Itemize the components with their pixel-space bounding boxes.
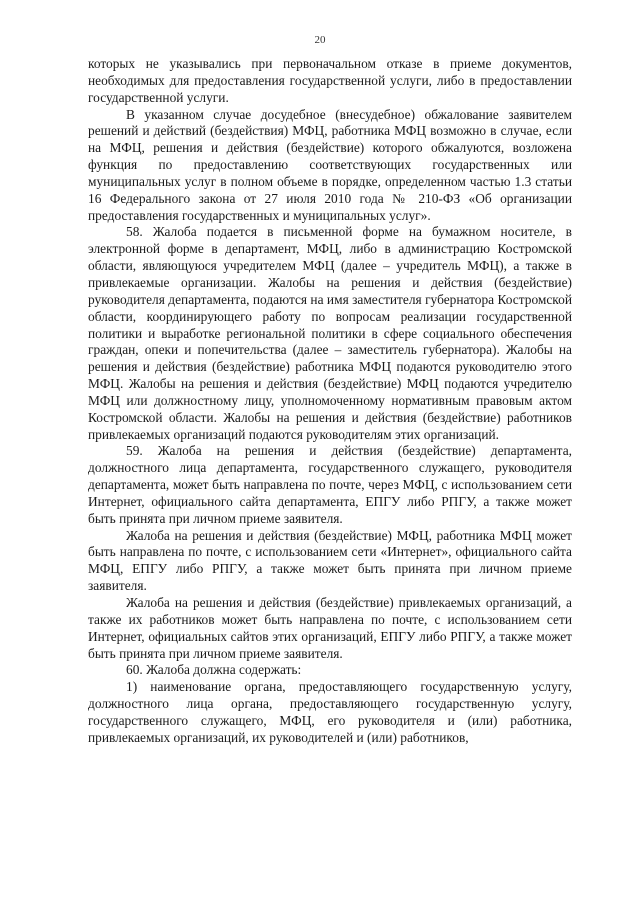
paragraph-60-item-1: 1) наименование органа, предоставляющего государственную услугу, должностного лица органа, предоставляющего государственную услугу, государственного служащего, МФЦ, его руководителя и (или) работника, привлекаемых организаций, их руководителей и (или) работников, [88,679,572,745]
document-body [88,56,572,747]
page-number: 20 [314,34,326,46]
paragraph-appeal-mfc-case: В указанном случае досудебное (внесудебное) обжалование заявителем решений и действий (бездействия) МФЦ, работника МФЦ возможно в случае, если на МФЦ, решения и действия (бездействие) которого обжалуются, возложена функция по предоставлению соответствующих государственных или муниципальных услуг в полном объеме в порядке, определенном частью 1.3 статьи 16 Федерального закона от 27 июля 2010 года № 210-ФЗ «Об организации предоставления государственных и муниципальных услуг». [88,106,572,223]
paragraph-59: 59. Жалоба на решения и действия (бездействие) департамента, должностного лица департамента, государственного служащего, руководителя департамента, может быть направлена по почте, через МФЦ, с использованием сети Интернет, официального сайта департамента, ЕПГУ либо РПГУ, а также может быть принята при личном приеме заявителя. [88,443,572,526]
paragraph-continuation: которых не указывались при первоначальном отказе в приеме документов, необходимых для предоставления государственной услуги, либо в предоставлении государственной услуги. [88,56,572,105]
paragraph-60: 60. Жалоба должна содержать: [126,662,302,678]
paragraph-58: 58. Жалоба подается в письменной форме на бумажном носителе, в электронной форме в департамент, МФЦ, либо в администрацию Костромской области, являющуюся учредителем МФЦ (далее – учредитель МФЦ), а также в привлекаемые организации. Жалобы на решения и действия (бездействие) руководителя департамента, подаются на имя заместителя губернатора Костромской области, координирующего работу по вопросам реализации государственной политики и выработке региональной политики в сфере социального обеспечения граждан, опеки и попечительства (далее – заместитель губернатора). Жалобы на решения и действия (бездействие) работника МФЦ подаются руководителю этого МФЦ. Жалобы на решения и действия (бездействие) МФЦ подаются учредителю МФЦ или должностному лицу, уполномоченному нормативным правовым актом Костромской области. Жалобы на решения и действия (бездействие) работников привлекаемых организаций подаются руководителям этих организаций. [88,224,572,442]
paragraph-organizations-complaint: Жалоба на решения и действия (бездействие) привлекаемых организаций, а также их работников может быть направлена по почте, с использованием сети Интернет, официальных сайтов этих организаций, ЕПГУ либо РПГУ, а также может быть принята при личном приеме заявителя. [88,595,572,661]
paragraph-mfc-complaint: Жалоба на решения и действия (бездействие) МФЦ, работника МФЦ может быть направлена по почте, с использованием сети «Интернет», официального сайта МФЦ, ЕПГУ либо РПГУ, а также может быть принята при личном приеме заявителя. [88,527,572,594]
